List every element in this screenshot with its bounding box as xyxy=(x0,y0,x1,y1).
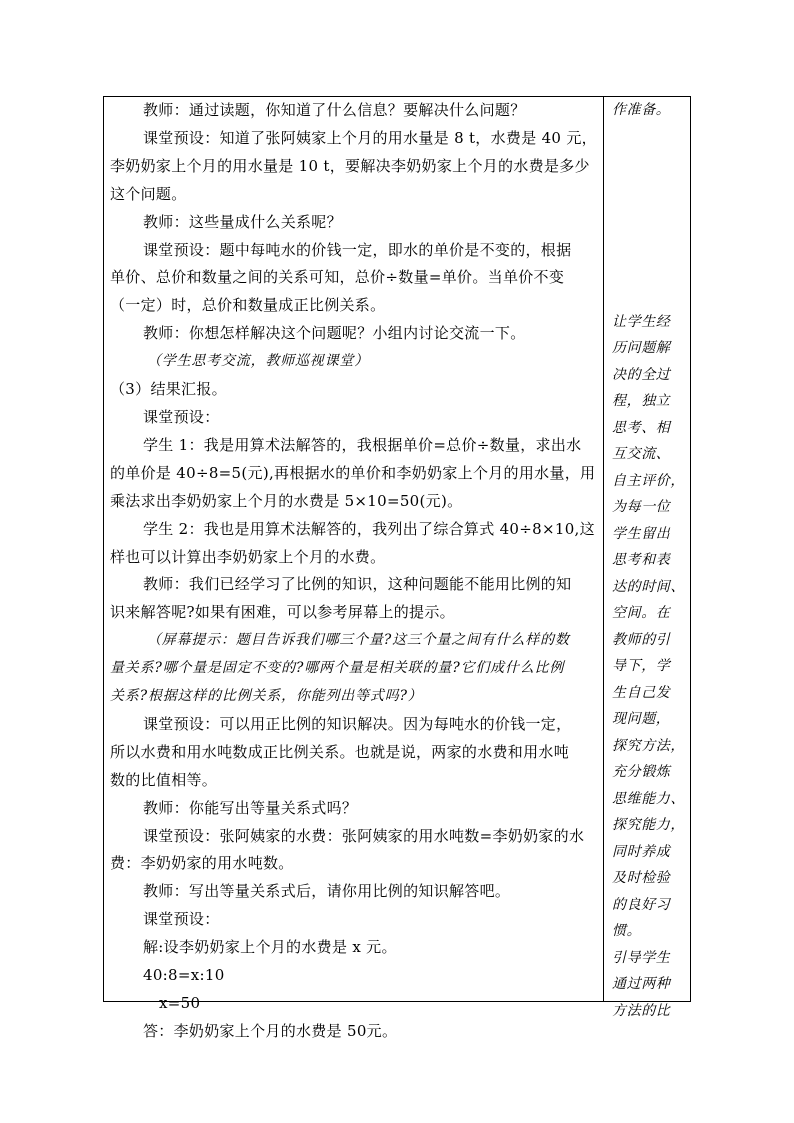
text-line: 所以水费和用水吨数成正比例关系。也就是说，两家的水费和用水吨 xyxy=(110,742,570,761)
text-line: 学生 1：我是用算术法解答的，我根据单价=总价÷数量，求出水 xyxy=(143,435,582,454)
side-note-line: 惯。 xyxy=(612,923,642,939)
side-note-line: 同时养成 xyxy=(612,843,671,860)
side-note-line: 教师的引 xyxy=(612,631,671,648)
side-note-line: 自主评价， xyxy=(612,472,685,489)
side-note-line: 思维能力、 xyxy=(612,790,685,807)
side-note-line: 充分锻炼 xyxy=(612,764,671,780)
screen-hint: 量关系?哪个量是固定不变的?哪两个量是相关联的量?它们成什么比例 xyxy=(110,660,565,677)
equation-line: 40:8=x:10 xyxy=(143,966,225,985)
text-line: 教师：通过读题，你知道了什么信息？要解决什么问题？ xyxy=(143,101,526,119)
side-note-line: 的良好习 xyxy=(612,896,671,913)
text-line: 课堂预设：题中每吨水的价钱一定，即水的单价是不变的，根据 xyxy=(143,240,572,259)
teaching-process-column xyxy=(103,97,603,1046)
text-line: 教师：你能写出等量关系式吗？ xyxy=(143,798,358,817)
side-note-line: 探究方法， xyxy=(612,737,685,754)
text-line: 学生 2：我也是用算术法解答的，我列出了综合算式 40÷8×10,这 xyxy=(143,519,595,538)
text-line: 李奶奶家上个月的用水量是 10 t，要解决李奶奶家上个月的水费是多少 xyxy=(110,156,590,175)
stage-note: （学生思考交流，教师巡视课堂） xyxy=(147,353,369,370)
side-note-line: 决的全过 xyxy=(612,366,671,383)
text-line: 乘法求出李奶奶家上个月的水费是 5×10=50(元)。 xyxy=(110,491,463,510)
side-note-line: 达的时间、 xyxy=(612,578,685,595)
column-divider xyxy=(603,96,604,1002)
side-note-line: 互交流、 xyxy=(612,446,671,462)
screen-hint: 关系?根据这样的比例关系，你能列出等式吗?） xyxy=(110,688,423,705)
answer-line: 答：李奶奶家上个月的水费是 50元。 xyxy=(143,1021,398,1040)
text-line: 教师：你想怎样解决这个问题呢？小组内讨论交流一下。 xyxy=(143,324,526,343)
side-note-line: 生自己发 xyxy=(612,684,671,701)
text-line: 费：李奶奶家的用水吨数。 xyxy=(110,854,294,873)
side-note-line: 思考、相 xyxy=(612,419,671,436)
side-note-line: 及时检验 xyxy=(612,870,671,886)
text-line: （一定）时，总价和数量成正比例关系。 xyxy=(110,296,386,315)
side-note-line: 历问题解 xyxy=(612,340,671,356)
text-line: 的单价是 40÷8=5(元),再根据水的单价和李奶奶家上个月的用水量，用 xyxy=(110,463,596,482)
side-note-line: 思考和表 xyxy=(612,552,671,568)
text-line: 课堂预设：可以用正比例的知识解决。因为每吨水的价钱一定， xyxy=(143,714,572,733)
text-line: 课堂预设： xyxy=(143,407,220,426)
equation-line: x=50 xyxy=(159,994,201,1012)
side-note-line: 让学生经 xyxy=(612,313,671,330)
text-line: 教师：写出等量关系式后，请你用比例的知识解答吧。 xyxy=(143,882,511,901)
side-note-line: 作准备。 xyxy=(612,102,671,118)
side-note-line: 现问题， xyxy=(612,711,671,727)
section-heading: （3）结果汇报。 xyxy=(110,380,227,399)
text-line: 数的比值相等。 xyxy=(110,770,218,789)
text-line: 单价、总价和数量之间的关系可知，总价÷数量=单价。当单价不变 xyxy=(110,268,565,287)
text-line: 识来解答呢?如果有困难，可以参考屏幕上的提示。 xyxy=(110,603,455,622)
side-note-line: 通过两种 xyxy=(612,976,671,992)
side-note-line: 方法的比 xyxy=(612,1002,671,1019)
side-note-line: 导下，学 xyxy=(612,658,671,674)
text-line: 教师：我们已经学习了比例的知识，这种问题能不能用比例的知 xyxy=(143,575,572,594)
side-note-line: 为每一位 xyxy=(612,499,671,515)
side-note-line: 探究能力， xyxy=(612,817,685,833)
side-note-line: 空间。在 xyxy=(612,605,671,621)
side-note-line: 引导学生 xyxy=(612,949,671,966)
side-note-line: 程，独立 xyxy=(612,393,671,409)
text-line: 这个问题。 xyxy=(110,184,187,203)
side-note-line: 学生留出 xyxy=(612,525,671,542)
screen-hint: （屏幕提示：题目告诉我们哪三个量?这三个量之间有什么样的数 xyxy=(147,632,570,649)
text-line: 课堂预设：张阿姨家的水费：张阿姨家的用水吨数=李奶奶家的水 xyxy=(143,826,585,845)
text-line: 样也可以计算出李奶奶家上个月的水费。 xyxy=(110,547,386,566)
design-intent-column xyxy=(612,97,688,1024)
text-line: 课堂预设： xyxy=(143,910,220,929)
text-line: 课堂预设：知道了张阿姨家上个月的用水量是 8 t，水费是 40 元， xyxy=(143,128,597,147)
text-line: 教师：这些量成什么关系呢？ xyxy=(143,212,342,231)
solution-line: 解:设李奶奶家上个月的水费是 x 元。 xyxy=(143,938,397,957)
